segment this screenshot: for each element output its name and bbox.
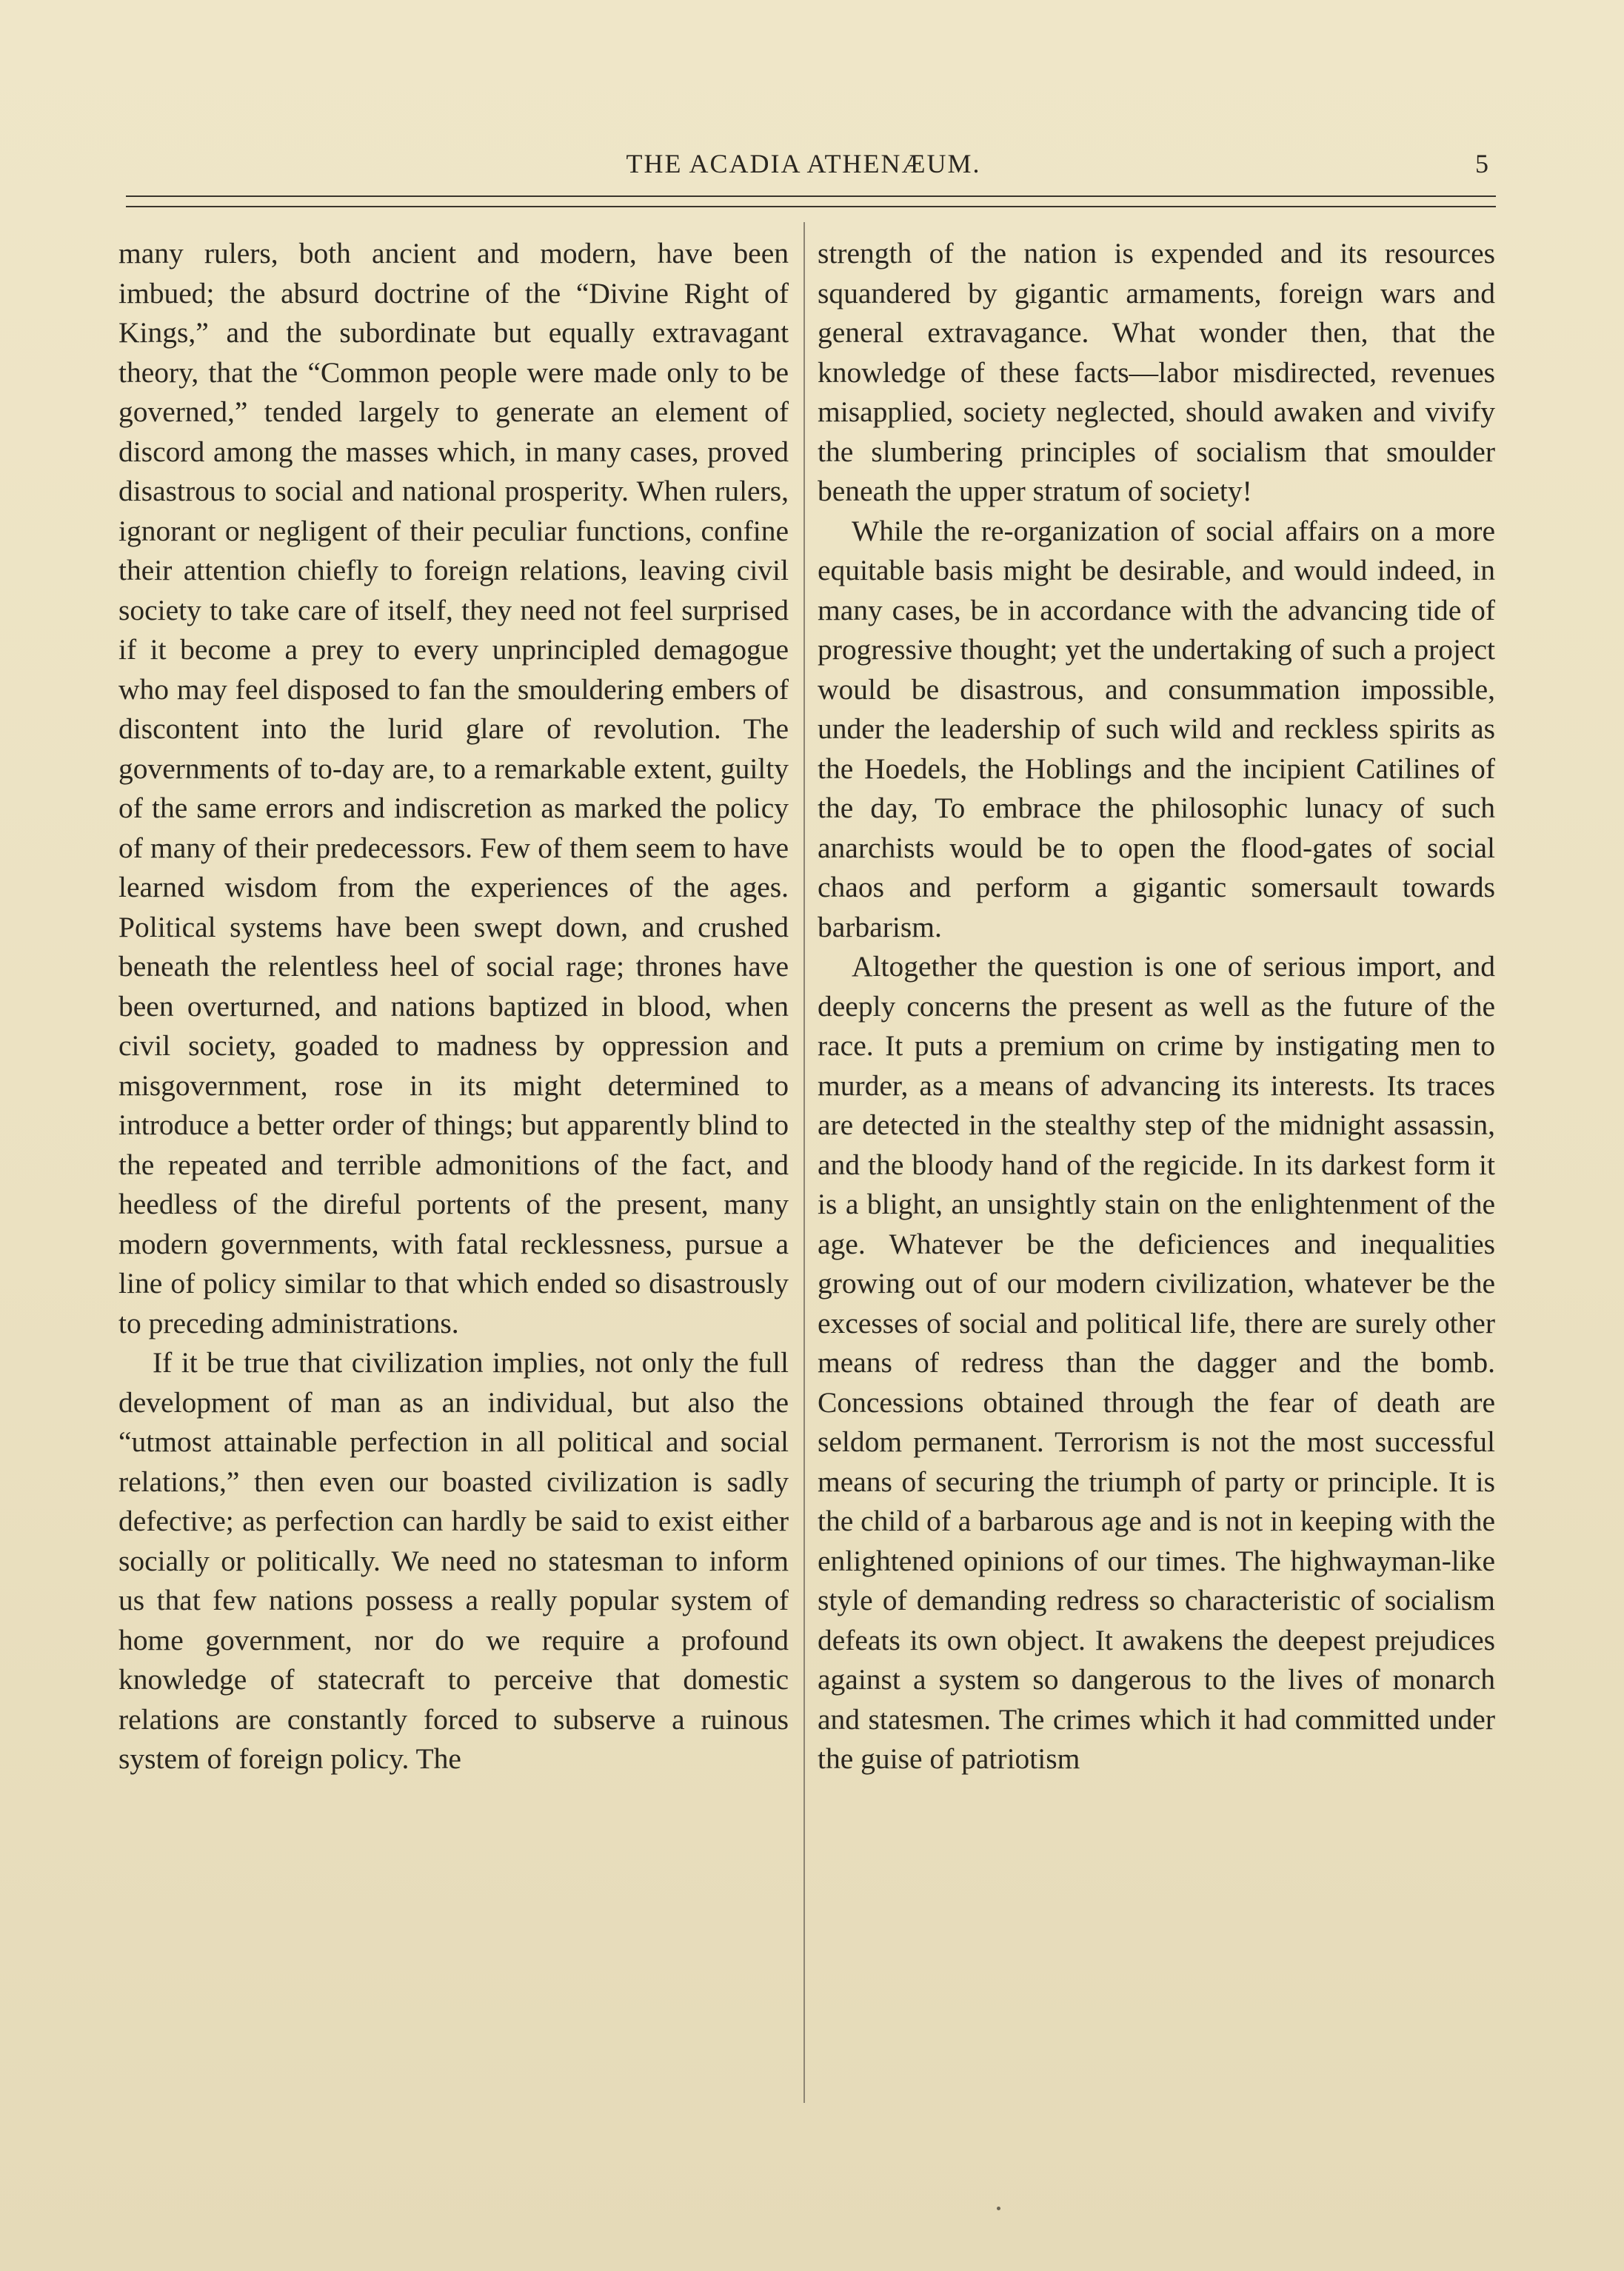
journal-title: THE ACADIA ATHENÆUM. — [626, 149, 981, 178]
paragraph: many rulers, both ancient and modern, have been imbued; the absurd doctrine of the “Divine Right of Kings,” and the subordinate but equally extravagant theory, that the “Common people were made only to be governed,” tended largely to generate an element of discord among the masses which, in many cases, proved disastrous to social and national prosperity. When rulers, ignorant or negligent of their peculiar functions, confine their attention chiefly to foreign relations, leaving civil society to take care of itself, they need not feel surprised if it become a prey to every unprincipled demagogue who may feel disposed to fan the smouldering embers of discontent into the lurid glare of revolution. The governments of to-day are, to a remarkable extent, guilty of the same errors and indiscretion as marked the policy of many of their predecessors. Few of them seem to have learned wisdom from the experiences of the ages. Political systems have been swept down, and crushed beneath the relentless heel of social rage; thrones have been overturned, and nations baptized in blood, when civil society, goaded to madness by oppression and misgovernment, rose in its might determined to introduce a better order of things; but apparently blind to the repeated and terrible admonitions of the fact, and heedless of the direful portents of the present, many modern governments, with fatal recklessness, pursue a line of policy similar to that which ended so disastrously to preceding administrations. — [118, 237, 789, 1339]
left-column — [118, 234, 789, 1779]
header-rule-top — [126, 195, 1496, 197]
paragraph: While the re-organization of social affairs on a more equitable basis might be desirable, and would indeed, in many cases, be in accordance with the advancing tide of progressive thought; yet the undertaking of such a project would be disastrous, and consummation impossible, under the leadership of such wild and reckless spirits as the Hoedels, the Hoblings and the incipient Catilines of the day, To embrace the philosophic lunacy of such anarchists would be to open the flood-gates of social chaos and perform a gigantic somersault towards barbarism. — [818, 514, 1495, 943]
running-header — [111, 148, 1496, 185]
column-divider — [803, 222, 805, 2103]
paper-speck — [997, 2207, 1000, 2210]
paragraph: Altogether the question is one of serious import, and deeply concerns the present as well as the future of the race. It puts a premium on crime by instigating men to murder, as a means of advancing its interests. Its traces are detected in the stealthy step of the midnight assassin, and the bloody hand of the regicide. In its darkest form it is a blight, an unsightly stain on the enlightenment of the age. Whatever be the deficiences and inequalities growing out of our modern civilization, whatever be the excesses of social and political life, there are surely other means of redress than the dagger and the bomb. Concessions obtained through the fear of death are seldom permanent. Terrorism is not the most successful means of securing the triumph of party or principle. It is the child of a barbarous age and is not in keeping with the enlightened opinions of our times. The highwayman-like style of demanding redress so characteristic of socialism defeats its own object. It awakens the deepest prejudices against a system so dangerous to the lives of monarch and statesmen. The crimes which it had committed under the guise of patriotism — [818, 950, 1495, 1775]
paragraph: If it be true that civilization implies, not only the full development of man as an individual, but also the “utmost attainable perfection in all political and social relations,” then even our boasted civilization is sadly defective; as perfection can hardly be said to exist either socially or politically. We need no statesman to inform us that few nations possess a really popular system of home government, nor do we require a profound knowledge of statecraft to perceive that domestic relations are constantly forced to subserve a ruinous system of foreign policy. The — [118, 1346, 789, 1775]
right-column — [818, 234, 1495, 1779]
paragraph: strength of the nation is expended and its resources squandered by gigantic armaments, foreign wars and general extravagance. What wonder then, that the knowledge of these facts—labor misdirected, revenues misapplied, society neglected, should awaken and vivify the slumbering principles of socialism that smoulder beneath the upper stratum of society! — [818, 237, 1495, 507]
page-number: 5 — [1475, 149, 1488, 178]
header-rule-bottom — [126, 206, 1496, 207]
